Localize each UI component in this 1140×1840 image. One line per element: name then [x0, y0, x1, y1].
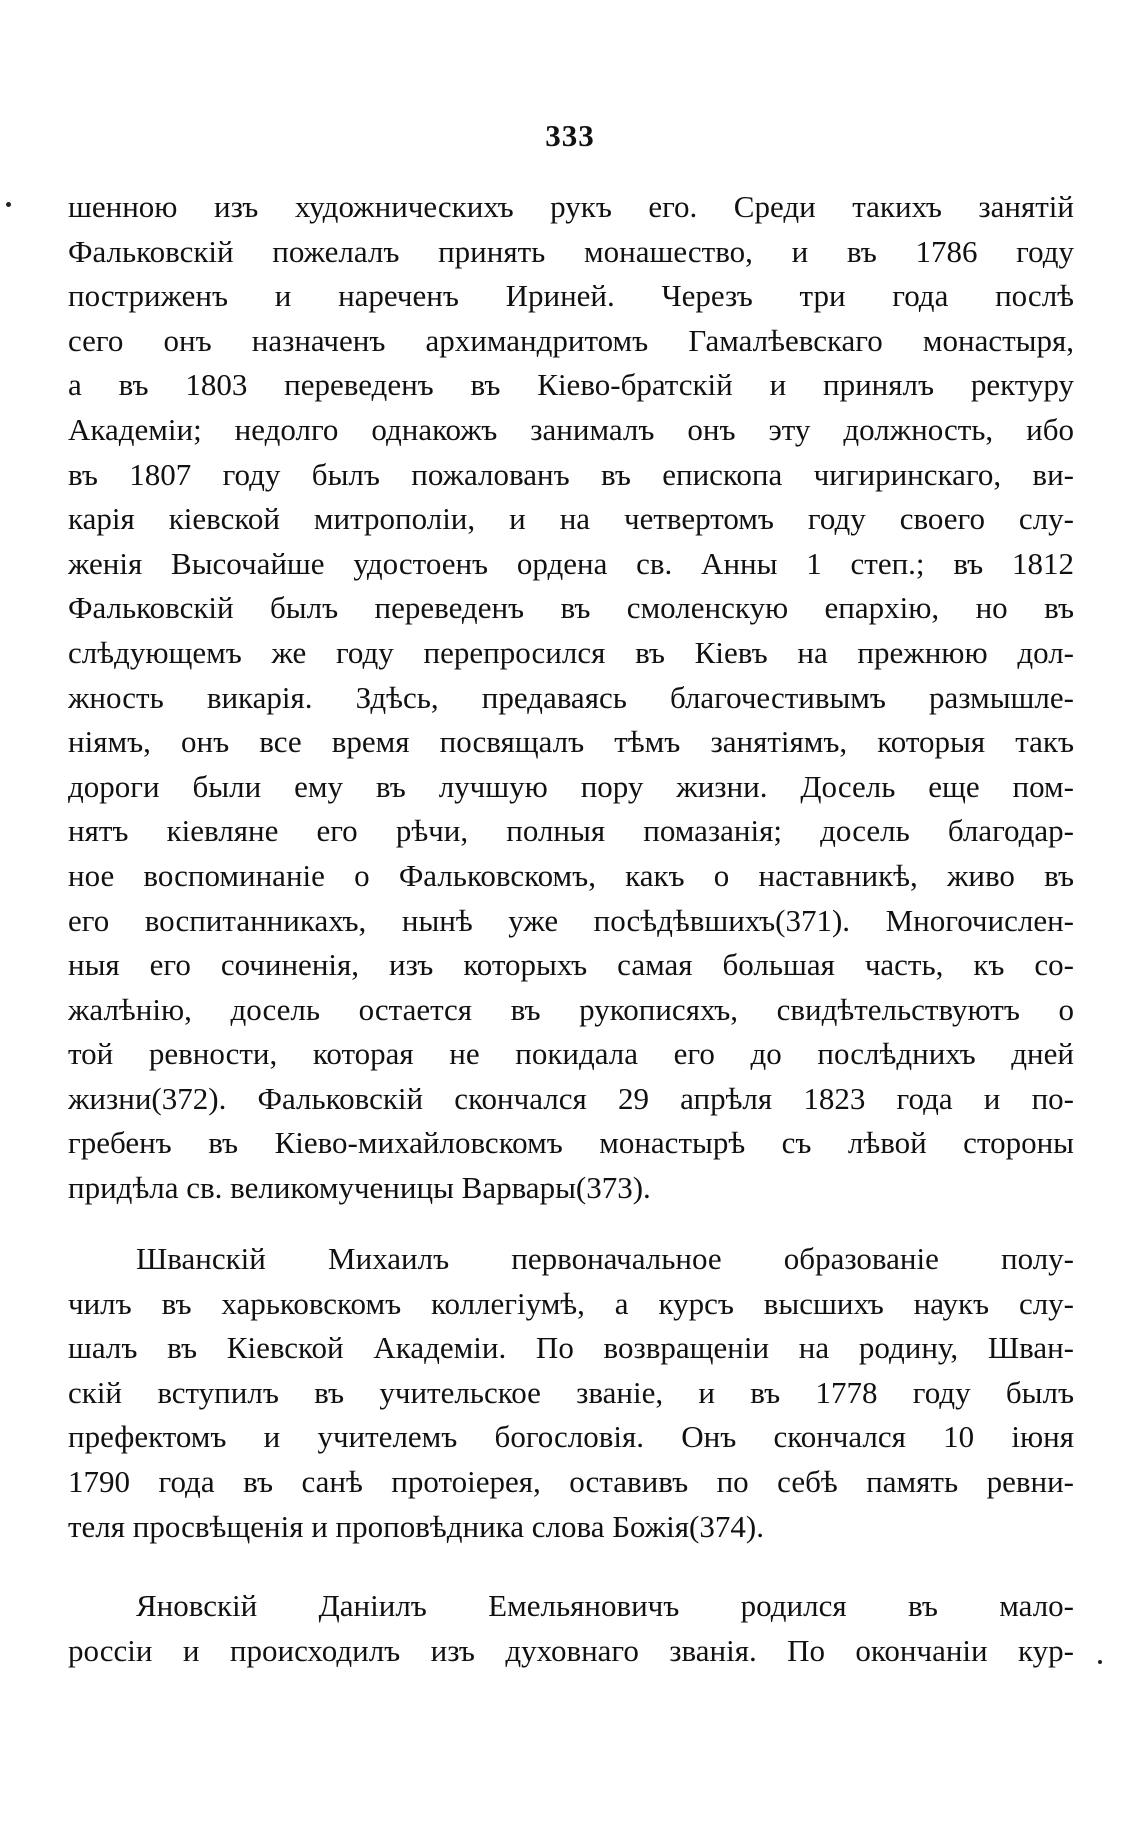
text-line: жизни(372). Фальковскій скончался 29 апрѣля 1823 года и по- — [68, 1080, 1074, 1116]
text-line: теля просвѣщенія и проповѣдника слова Божія(374). — [68, 1508, 764, 1544]
text-line: нятъ кіевляне его рѣчи, полныя помазанія; досель благодар- — [68, 813, 1074, 849]
text-line: карія кіевской митрополіи, и на четвертомъ году своего слу- — [68, 501, 1074, 537]
text-line: Фальковскій былъ переведенъ въ смоленскую епархію, но въ — [68, 590, 1074, 626]
text-line-first: Яновскій Даніилъ Емельяновичъ родился въ мало- — [136, 1588, 1074, 1623]
text-line: той ревности, которая не покидала его до послѣднихъ дней — [68, 1036, 1074, 1072]
paragraph-yanovsky — [68, 1584, 1074, 1673]
text-line: дороги были ему въ лучшую пору жизни. Досель еще пом- — [68, 768, 1074, 804]
text-line: постриженъ и нареченъ Ириней. Черезъ три года послѣ — [68, 278, 1074, 314]
text-line: Академіи; недолго однакожъ занималъ онъ эту должность, ибо — [68, 411, 1074, 447]
text-line: гребенъ въ Кіево-михайловскомъ монастырѣ съ лѣвой стороны — [68, 1125, 1074, 1161]
text-line: скій вступилъ въ учительское званіе, и въ 1778 году былъ — [68, 1374, 1074, 1410]
text-line: ніямъ, онъ все время посвящалъ тѣмъ занятіямъ, которыя такъ — [68, 724, 1074, 760]
text-line: Фальковскій пожелалъ принять монашество, и въ 1786 году — [68, 233, 1074, 269]
text-line: россіи и происходилъ изъ духовнаго званія. По окончаніи кур- — [68, 1632, 1074, 1668]
paragraph-falkovsky — [68, 185, 1074, 1211]
scan-speck — [1098, 1660, 1102, 1664]
text-line: придѣла св. великомученицы Варвары(373). — [68, 1170, 651, 1206]
text-line: женія Высочайше удостоенъ ордена св. Анны 1 степ.; въ 1812 — [68, 545, 1074, 581]
text-line: шалъ въ Кіевской Академіи. По возвращеніи на родину, Шван- — [68, 1330, 1074, 1366]
text-line: жность викарія. Здѣсь, предаваясь благочестивымъ размышле- — [68, 679, 1074, 715]
text-line: а въ 1803 переведенъ въ Кіево-братскій и принялъ ректуру — [68, 367, 1074, 403]
text-line: сего онъ назначенъ архимандритомъ Гамалѣевскаго монастыря, — [68, 322, 1074, 358]
text-line: чилъ въ харьковскомъ коллегіумѣ, а курсъ высшихъ наукъ слу- — [68, 1285, 1074, 1321]
text-line: жалѣнію, досель остается въ рукописяхъ, свидѣтельствуютъ о — [68, 991, 1074, 1027]
paragraph-shvansky — [68, 1237, 1074, 1549]
text-line: слѣдующемъ же году перепросился въ Кіевъ на прежнюю дол- — [68, 634, 1074, 670]
text-line: въ 1807 году былъ пожалованъ въ епископа чигиринскаго, ви- — [68, 456, 1074, 492]
text-line: 1790 года въ санѣ протоіерея, оставивъ по себѣ память ревни- — [68, 1463, 1074, 1499]
scan-speck — [6, 202, 11, 207]
page-number: 333 — [545, 118, 595, 153]
text-line: ныя его сочиненія, изъ которыхъ самая большая часть, къ со- — [68, 947, 1074, 983]
text-line: шенною изъ художническихъ рукъ его. Среди такихъ занятій — [68, 189, 1074, 224]
text-line: его воспитанникахъ, нынѣ уже посѣдѣвшихъ(371). Многочислен- — [68, 902, 1074, 938]
text-line: префектомъ и учителемъ богословія. Онъ скончался 10 іюня — [68, 1419, 1074, 1455]
text-line: ное воспоминаніе о Фальковскомъ, какъ о наставникѣ, живо въ — [68, 857, 1074, 893]
text-line-first: Шванскій Михаилъ первоначальное образованіе полу- — [136, 1241, 1074, 1276]
